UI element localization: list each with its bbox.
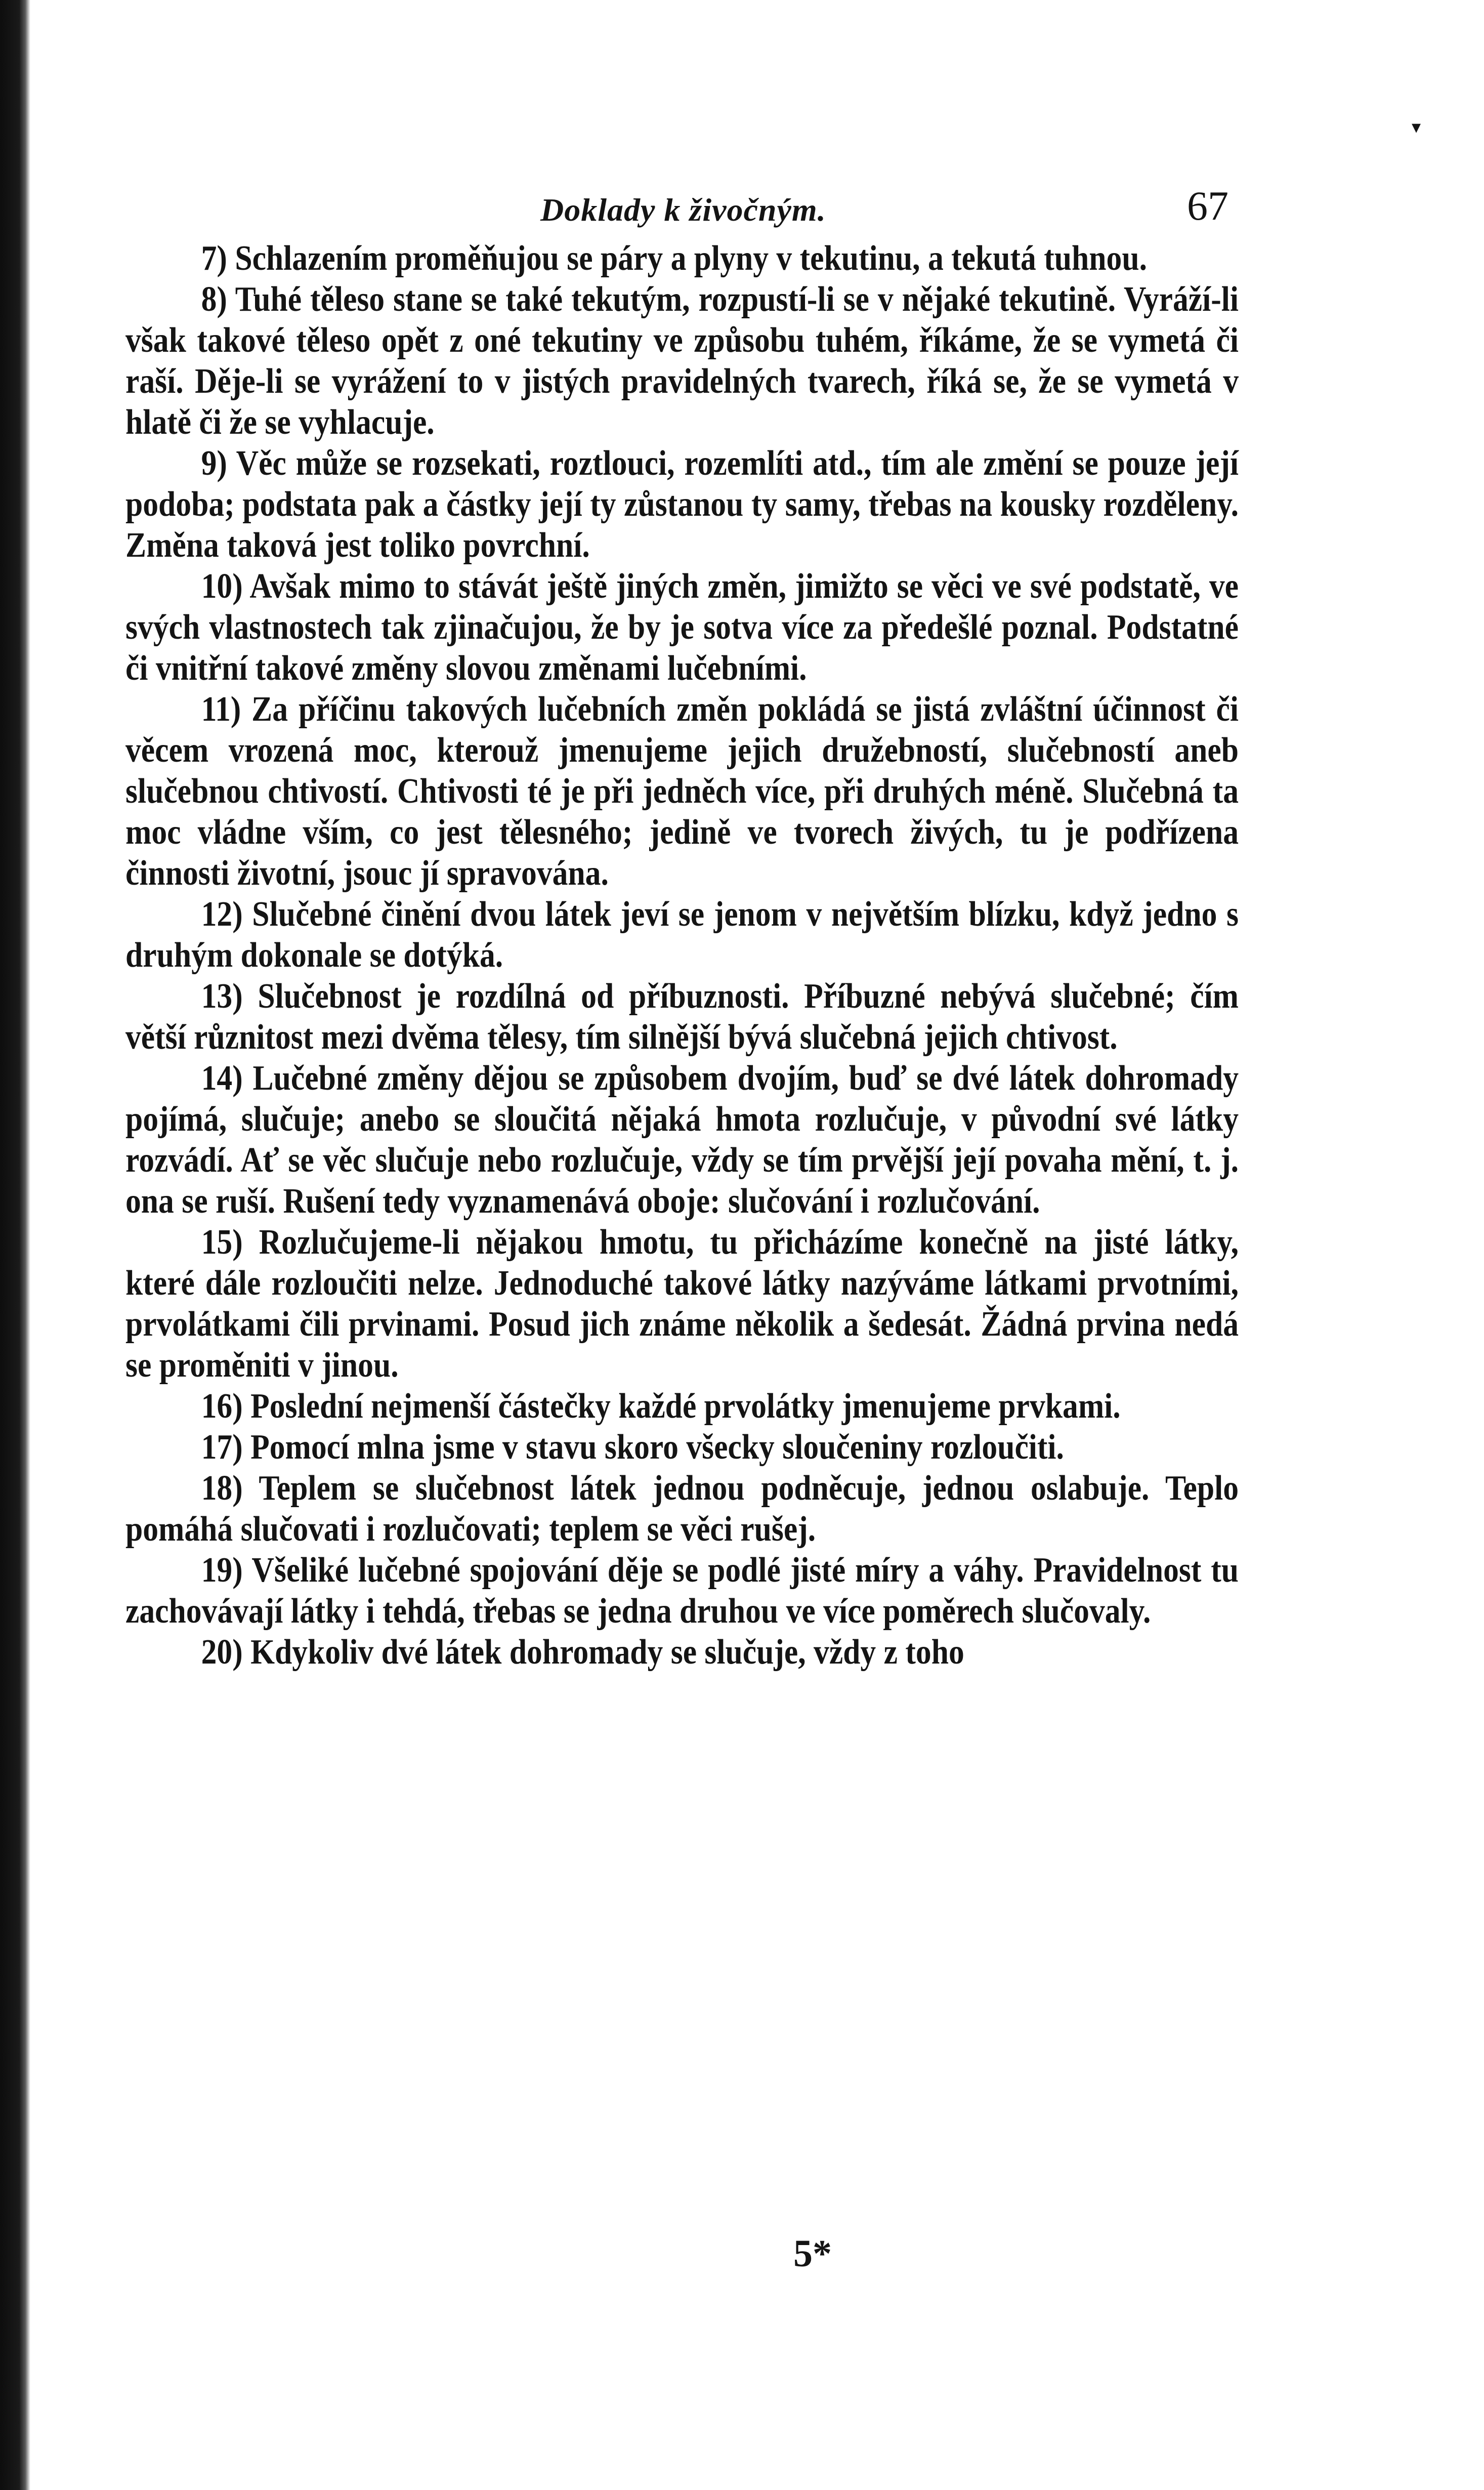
signature-mark: 5* xyxy=(793,2232,832,2275)
paragraph-16: 16) Poslední nejmenší částečky každé prvolátky jmenujeme prvkami. xyxy=(201,1387,1121,1426)
page-number: 67 xyxy=(1187,183,1228,229)
running-head xyxy=(125,162,1239,238)
paragraph-12: 12) Slučebné činění dvou látek jeví se jenom v největším blízku, když jedno s druhým dokonale se dotýká. xyxy=(125,895,1239,975)
corner-mark: ▾ xyxy=(1412,117,1421,137)
paragraph-20: 20) Kdykoliv dvé látek dohromady se slučuje, vždy z toho xyxy=(201,1633,964,1672)
page-binding-edge xyxy=(0,0,30,2490)
paragraph-19: 19) Všeliké lučebné spojování děje se podlé jisté míry a váhy. Pravidelnost tu zachovávají látky i tehdá, třebas se jedna druhou ve více poměrech slučovaly. xyxy=(125,1551,1239,1631)
paragraph-14: 14) Lučebné změny dějou se způsobem dvojím, buď se dvé látek dohromady pojímá, slučuje; anebo se sloučitá nějaká hmota rozlučuje, v původní své látky rozvádí. Ať se věc slučuje nebo rozlučuje, vždy se tím prvější její povaha mění, t. j. ona se ruší. Rušení tedy vyznamenává oboje: slučování i rozlučování. xyxy=(125,1059,1239,1221)
body-text xyxy=(125,238,1239,1673)
paragraph-18: 18) Teplem se slučebnost látek jednou podněcuje, jednou oslabuje. Teplo pomáhá slučovati i rozlučovati; teplem se věci rušej. xyxy=(125,1469,1239,1549)
paragraph-7: 7) Schlazením proměňujou se páry a plyny v tekutinu, a tekutá tuhnou. xyxy=(201,239,1147,278)
paragraph-11: 11) Za příčinu takových lučebních změn pokládá se jistá zvláštní účinnost či věcem vrozená moc, kterouž jmenujeme jejich družebností, slučebností aneb slučebnou chtivostí. Chtivosti té je při jedněch více, při druhých méně. Slučebná ta moc vládne vším, co jest tělesného; jedině ve tvorech živých, tu je podřízena činnosti životní, jsouc jí spravována. xyxy=(125,690,1239,893)
book-page xyxy=(125,162,1239,1673)
paragraph-9: 9) Věc může se rozsekati, roztlouci, rozemlíti atd., tím ale změní se pouze její podoba; podstata pak a částky její ty zůstanou ty samy, třebas na kousky rozděleny. Změna taková jest toliko povrchní. xyxy=(125,444,1239,565)
paragraph-15: 15) Rozlučujeme-li nějakou hmotu, tu přicházíme konečně na jisté látky, které dále rozloučiti nelze. Jednoduché takové látky nazýváme látkami prvotními, prvolátkami čili prvinami. Posud jich známe několik a šedesát. Žádná prvina nedá se proměniti v jinou. xyxy=(125,1223,1239,1385)
paragraph-8: 8) Tuhé těleso stane se také tekutým, rozpustí-li se v nějaké tekutině. Vyráží-li však takové těleso opět z oné tekutiny ve způsobu tuhém, říkáme, že se vymetá či raší. Děje-li se vyrážení to v jistých pravidelných tvarech, říká se, že se vymetá v hlatě či že se vyhlacuje. xyxy=(125,280,1239,442)
paragraph-13: 13) Slučebnost je rozdílná od příbuznosti. Příbuzné nebývá slučebné; čím větší různitost mezi dvěma tělesy, tím silnější bývá slučebná jejich chtivost. xyxy=(125,977,1239,1057)
paragraph-10: 10) Avšak mimo to stávát ještě jiných změn, jimižto se věci ve své podstatě, ve svých vlastnostech tak zjinačujou, že by je sotva více za předešlé poznal. Podstatné či vnitřní takové změny slovou změnami lučebními. xyxy=(125,567,1239,688)
running-title: Doklady k živočným. xyxy=(540,192,826,228)
paragraph-17: 17) Pomocí mlna jsme v stavu skoro všecky sloučeniny rozloučiti. xyxy=(201,1428,1064,1467)
